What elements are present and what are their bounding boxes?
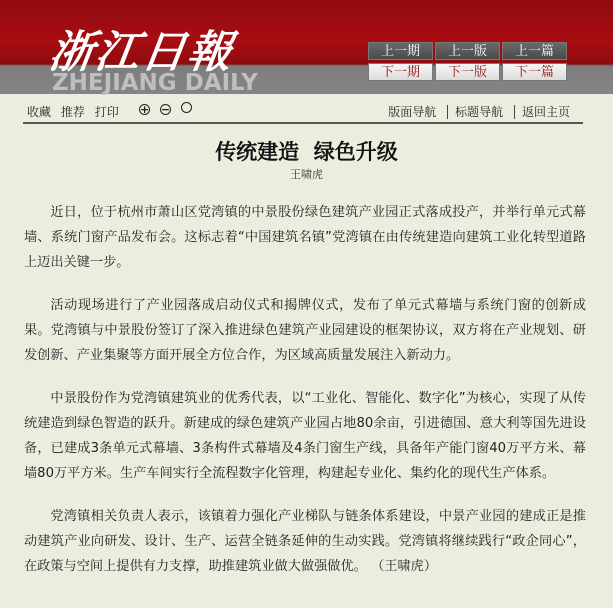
toolbar-actions	[27, 103, 125, 120]
article-title: 传统建造 绿色升级	[215, 140, 398, 164]
prev-page-button[interactable]: 上一版	[435, 42, 500, 60]
page-nav-link[interactable]: 版面导航	[388, 105, 437, 119]
zoom-reset-icon[interactable]	[181, 102, 192, 113]
title-nav-link[interactable]: 标题导航	[447, 105, 510, 119]
article-paragraph: 党湾镇相关负责人表示，该镇着力强化产业梯队与链条体系建设，中景产业园的建成正是推动建筑产业向研发、设计、生产、运营全链条延伸的生动实践。党湾镇将继续践行“政企同心”，在政策与空间上提供有力支撑，助推建筑业做大做强做优。 （王啸虎）	[24, 509, 586, 574]
article-toolbar	[23, 98, 583, 124]
next-issue-button[interactable]: 下一期	[368, 63, 433, 81]
article-paragraph: 活动现场进行了产业园落成启动仪式和揭牌仪式，发布了单元式幕墙与系统门窗的创新成果。党湾镇与中景股份签订了深入推进绿色建筑产业园建设的框架协议，双方将在产业规划、研发创新、产业集聚等方面开展全方位合作，为区域高质量发展注入新动力。	[24, 298, 586, 363]
next-article-button[interactable]: 下一篇	[502, 63, 567, 81]
font-size-controls	[139, 102, 198, 116]
print-link[interactable]: 打印	[94, 105, 119, 119]
prev-article-button[interactable]: 上一篇	[502, 42, 567, 60]
zoom-out-icon[interactable]: −	[160, 103, 171, 116]
article-body	[24, 200, 586, 597]
logo-english: ZHEJIANG DAILY	[52, 70, 258, 96]
prev-issue-button[interactable]: 上一期	[368, 42, 433, 60]
next-page-button[interactable]: 下一版	[435, 63, 500, 81]
recommend-link[interactable]: 推荐	[60, 105, 85, 119]
header-banner	[0, 0, 613, 94]
favorite-link[interactable]: 收藏	[27, 105, 52, 119]
toolbar-navigation	[381, 103, 577, 120]
zoom-in-icon[interactable]: +	[140, 103, 150, 116]
logo-chinese[interactable]: 浙江日報	[45, 27, 237, 78]
home-link[interactable]: 返回主页	[514, 105, 577, 119]
article-paragraph: 近日，位于杭州市萧山区党湾镇的中景股份绿色建筑产业园正式落成投产，并举行单元式幕墙、系统门窗产品发布会。这标志着“中国建筑名镇”党湾镇在由传统建造向建筑工业化转型道路上迈出关键一步。	[24, 205, 586, 270]
article-paragraph: 中景股份作为党湾镇建筑业的优秀代表，以“工业化、智能化、数字化”为核心，实现了从传统建造到绿色智造的跃升。新建成的绿色建筑产业园占地80余亩，引进德国、意大利等国先进设备，已建成3条单元式幕墙、3条构件式幕墙及4条门窗生产线，具备年产能门窗40万平方米、幕墙80万平方米。生产车间实行全流程数字化管理，构建起专业化、集约化的现代生产体系。	[24, 391, 586, 481]
article-author: 王啸虎	[290, 168, 323, 181]
